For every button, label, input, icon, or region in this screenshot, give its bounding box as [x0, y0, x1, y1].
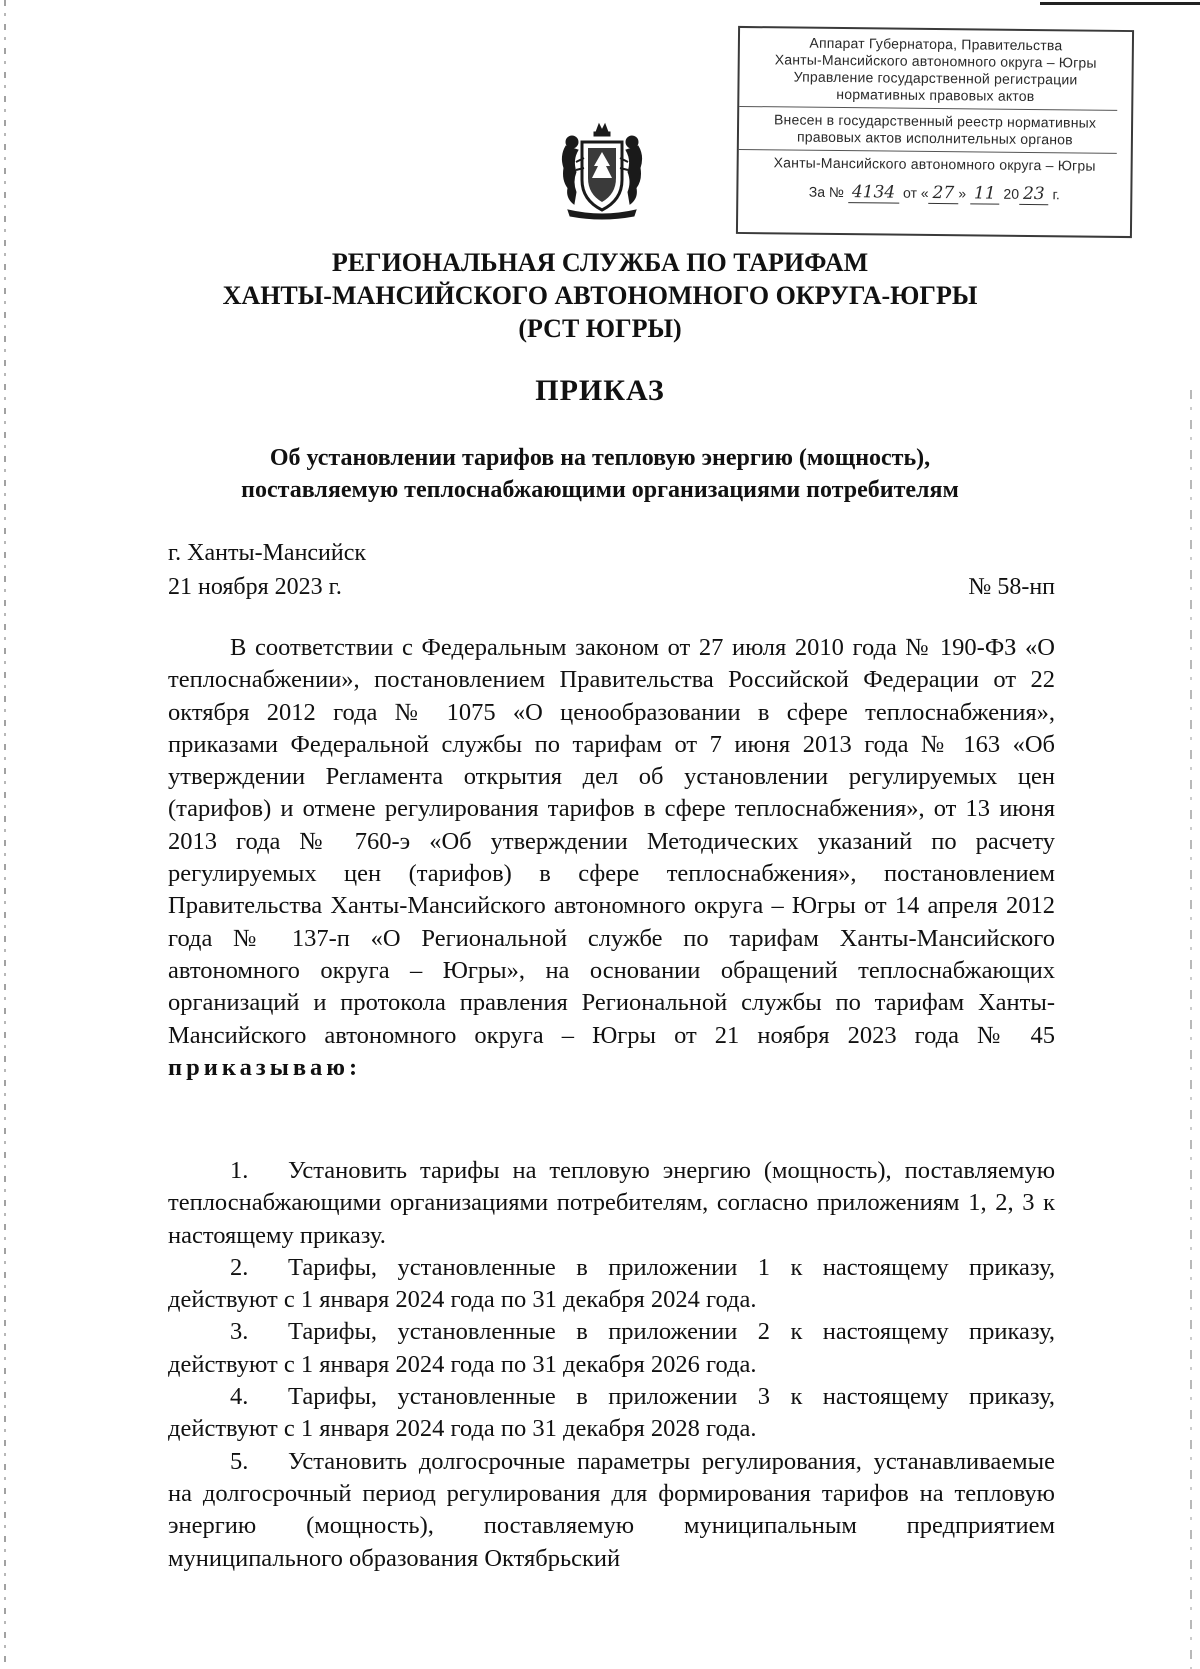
preamble-text: В соответствии с Федеральным законом от 27 июля 2010 года № 190-ФЗ «О теплоснабжении», постановлением Правительства Российской Федерации от 22 октября 2012 года № 1075 «О ценообразовании в сфере теплоснабжения», приказами Федеральной службы по тарифам от 7 июня 2013 года № 163 «Об утверждении Регламента открытия дел об установлении регулируемых цен (тарифов) и отмене регулирования тарифов в сфере теплоснабжения», от 13 июня 2013 года № 760-э «Об утверждении Методических указаний по расчету регулируемых цен (тарифов) в сфере теплоснабжения», постановлением Правительства Ханты-Мансийского автономного округа – Югры от 14 апреля 2012 года № 137-п «О Региональной службе по тарифам Ханты-Мансийского автономного округа – Югры», на основании обращений теплоснабжающих организаций и протокола правления Региональной службы по тарифам Ханты-Мансийского автономного округа – Югры от 21 ноября 2023 года № 45	[168, 634, 1055, 1049]
org-line-1: РЕГИОНАЛЬНАЯ СЛУЖБА ПО ТАРИФАМ	[331, 248, 869, 277]
document-number: № 58-нп	[968, 574, 1055, 600]
order-items	[168, 1155, 1055, 1575]
item-text: Тарифы, установленные в приложении 2 к настоящему приказу, действуют с 1 января 2024 года по 31 декабря 2026 года.	[168, 1318, 1055, 1378]
issue-city: г. Ханты-Мансийск	[168, 540, 367, 566]
stamp-line: правовых актов исполнительных органов	[796, 128, 1073, 148]
scan-edge-right	[1190, 390, 1192, 1669]
item-number: 5.	[230, 1447, 249, 1475]
coat-of-arms-icon	[558, 122, 646, 220]
stamp-line: Управление государственной регистрации	[793, 68, 1078, 88]
preamble-paragraph	[168, 632, 1055, 1084]
stamp-divider	[739, 149, 1117, 154]
item-number: 3.	[230, 1318, 249, 1346]
order-item	[168, 1381, 1055, 1446]
stamp-divider	[739, 106, 1117, 111]
item-number: 1.	[230, 1157, 249, 1184]
order-item	[168, 1252, 1055, 1317]
stamp-reg-year-prefix: 20	[1003, 185, 1020, 202]
organization-name	[0, 246, 1200, 345]
order-item	[168, 1446, 1055, 1575]
document-subject	[0, 442, 1200, 506]
stamp-reg-month: 11	[970, 183, 1000, 204]
stamp-line: Ханты-Мансийского автономного округа – Югры	[773, 154, 1096, 174]
stamp-reg-number: 4134	[848, 182, 899, 204]
stamp-reg-suffix: г.	[1052, 186, 1060, 203]
item-text: Установить долгосрочные параметры регулирования, устанавливаемые на долгосрочный период регулирования для формирования тарифов на тепловую энергию (мощность), поставляемую муниципальным предприятием муниципального образования Октябрьский	[168, 1447, 1055, 1572]
subject-line-2: поставляемую теплоснабжающими организациями потребителям	[241, 477, 959, 503]
stamp-reg-prefix: За №	[808, 183, 845, 201]
item-text: Тарифы, установленные в приложении 1 к настоящему приказу, действуют с 1 января 2024 года по 31 декабря 2024 года.	[168, 1253, 1055, 1314]
stamp-line: Внесен в государственный реестр нормативных	[773, 111, 1097, 131]
org-line-3: (РСТ ЮГРЫ)	[518, 314, 682, 343]
stamp-registration-line	[738, 183, 1130, 204]
preamble	[168, 632, 1055, 1084]
item-text: Установить тарифы на тепловую энергию (мощность), поставляемую теплоснабжающими организациями потребителям, согласно приложениям 1, 2, 3 к настоящему приказу.	[168, 1157, 1055, 1249]
subject-line-1: Об установлении тарифов на тепловую энергию (мощность),	[269, 445, 931, 471]
stamp-reg-close: »	[958, 185, 967, 202]
document-type: ПРИКАЗ	[535, 374, 665, 407]
order-item	[168, 1316, 1055, 1381]
item-number: 4.	[230, 1383, 249, 1411]
item-number: 2.	[230, 1253, 249, 1281]
issue-date: 21 ноября 2023 г.	[168, 574, 342, 600]
org-line-2: ХАНТЫ-МАНСИЙСКОГО АВТОНОМНОГО ОКРУГА-ЮГРЫ	[222, 281, 978, 310]
stamp-reg-from: от «	[902, 184, 929, 201]
order-word: приказываю:	[168, 1053, 362, 1081]
stamp-line: Аппарат Губернатора, Правительства	[809, 34, 1063, 54]
scan-edge-top	[1040, 2, 1200, 5]
stamp-reg-day: 27	[928, 183, 958, 204]
stamp-line: Ханты-Мансийского автономного округа – Югры	[774, 51, 1097, 71]
item-text: Тарифы, установленные в приложении 3 к настоящему приказу, действуют с 1 января 2024 года по 31 декабря 2028 года.	[168, 1383, 1055, 1443]
stamp-reg-year: 23	[1019, 184, 1049, 205]
registration-stamp	[736, 26, 1134, 238]
stamp-line: нормативных правовых актов	[836, 85, 1035, 105]
order-item	[168, 1155, 1055, 1252]
